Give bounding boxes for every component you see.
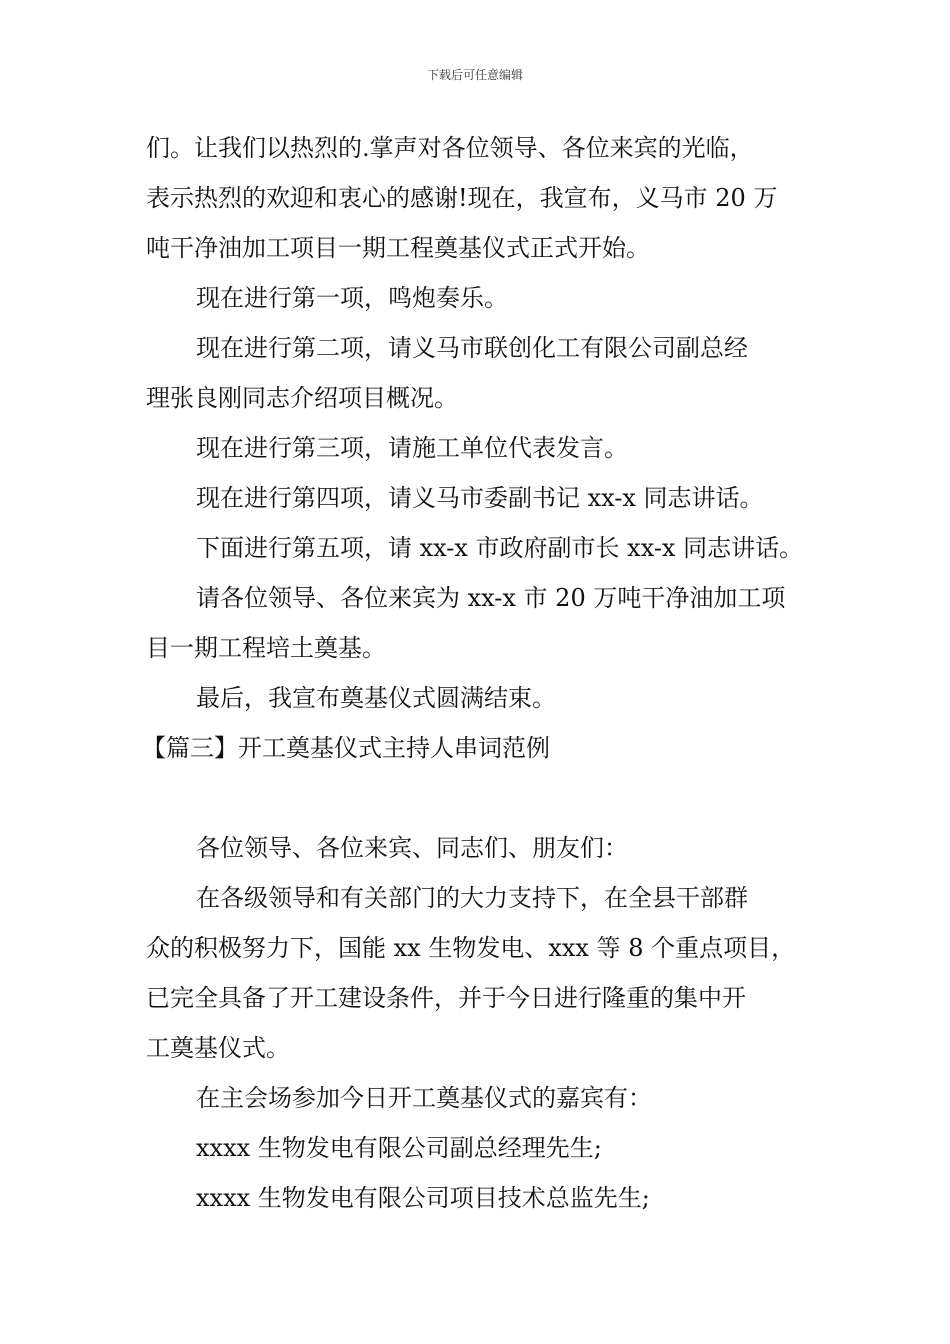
- text-line: 工奠基仪式。: [146, 1034, 290, 1062]
- text-line: 们。让我们以热烈的.掌声对各位领导、各位来宾的光临，: [146, 134, 754, 162]
- text-line: 已完全具备了开工建设条件，并于今日进行隆重的集中开: [146, 984, 746, 1012]
- document-body: [142, 130, 826, 1230]
- text-line: 目一期工程培土奠基。: [146, 634, 386, 662]
- text-line: 现在进行第四项，请义马市委副书记 xx-x 同志讲话。: [196, 484, 764, 512]
- text-line: 各位领导、各位来宾、同志们、朋友们：: [196, 834, 628, 862]
- section-heading: 【篇三】开工奠基仪式主持人串词范例: [142, 734, 550, 762]
- page-header: 下载后可任意编辑: [426, 68, 523, 82]
- text-line: 请各位领导、各位来宾为 xx-x 市 20 万吨干净油加工项: [196, 584, 786, 612]
- blank-line: [146, 780, 826, 830]
- text-line: 最后，我宣布奠基仪式圆满结束。: [196, 684, 556, 712]
- text-line: 下面进行第五项，请 xx-x 市政府副市长 xx-x 同志讲话。: [196, 534, 804, 562]
- text-line: 表示热烈的欢迎和衷心的感谢!现在，我宣布，义马市 20 万: [146, 184, 778, 212]
- text-line: xxxx 生物发电有限公司副总经理先生;: [196, 1134, 602, 1162]
- text-line: xxxx 生物发电有限公司项目技术总监先生;: [196, 1184, 650, 1212]
- text-line: 吨干净油加工项目一期工程奠基仪式正式开始。: [146, 234, 650, 262]
- text-line: 在主会场参加今日开工奠基仪式的嘉宾有：: [196, 1084, 652, 1112]
- text-line: 现在进行第三项，请施工单位代表发言。: [196, 434, 628, 462]
- text-line: 在各级领导和有关部门的大力支持下，在全县干部群: [196, 884, 748, 912]
- text-line: 现在进行第二项，请义马市联创化工有限公司副总经: [196, 334, 748, 362]
- text-line: 理张良刚同志介绍项目概况。: [146, 384, 458, 412]
- text-line: 众的积极努力下，国能 xx 生物发电、xxx 等 8 个重点项目，: [146, 934, 796, 962]
- text-line: 现在进行第一项，鸣炮奏乐。: [196, 284, 508, 312]
